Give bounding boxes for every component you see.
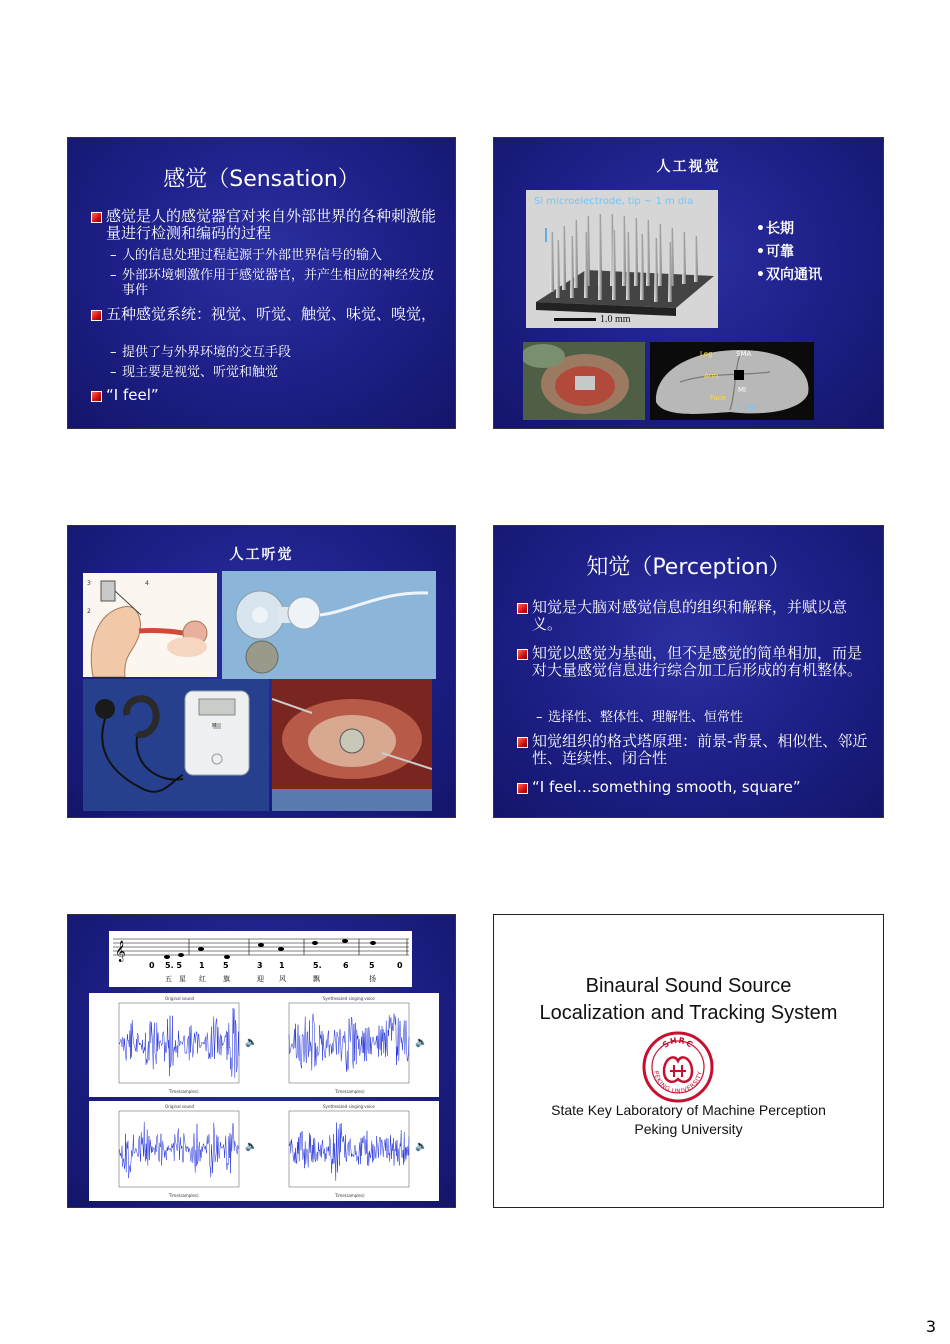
speaker-icon[interactable]: 🔈 [415, 1141, 428, 1152]
plot-title: Original sound [165, 996, 195, 1001]
slide-title: 感觉（Sensation） [163, 167, 360, 192]
sub-bullet-item: – 人的信息处理过程起源于外部世界信号的输入 [110, 248, 383, 263]
svg-text:2: 2 [87, 608, 91, 615]
bullet-square-icon [91, 391, 102, 402]
x-axis-label: Time(samples) [335, 1193, 365, 1198]
sub-bullet-item: – 现主要是视觉、听觉和触觉 [110, 365, 279, 380]
hearing-processor-photo [83, 679, 269, 811]
ear-anatomy-diagram [83, 573, 217, 677]
x-axis-label: Time(samples) [169, 1193, 199, 1198]
lyrics: 五 星 红 旗 迎 风 飘 扬 [165, 975, 376, 983]
bullet-item: 知觉是大脑对感觉信息的组织和解释，并赋以意义。 [494, 599, 873, 633]
bullet-item: •双向通讯 [756, 267, 822, 283]
slide-sensation [67, 137, 456, 429]
implant-graphic [222, 571, 436, 679]
music-score [109, 931, 412, 987]
bullet-square-icon [91, 310, 102, 321]
scale-label: 1.0 mm [600, 314, 631, 325]
bullet-dot-icon: • [756, 244, 765, 260]
waveform-panel-top [89, 993, 439, 1097]
dash-icon: – [110, 365, 117, 380]
bullet-item: “I feel” [68, 387, 445, 404]
slide-title: Binaural Sound Source Localization and Tracking System [539, 975, 838, 1024]
bullet-square-icon [517, 737, 528, 748]
ear-diagram-graphic [83, 573, 217, 677]
slide-perception [493, 525, 884, 818]
logo-top-text: SHRC [660, 1035, 696, 1050]
logo-graphic [640, 1031, 716, 1103]
bullet-list [756, 218, 876, 298]
waveform-graphic [89, 993, 439, 1097]
lab-affiliation: State Key Laboratory of Machine Perception Peking University [551, 1102, 826, 1137]
svg-text:4: 4 [145, 580, 149, 587]
photo-caption: Si microelectrode, tip ~ 1 m dia [534, 196, 694, 207]
sub-bullet-item: – 提供了与外界环境的交互手段 [110, 345, 292, 360]
surgery-graphic [523, 342, 645, 420]
leg-label: Leg [700, 350, 713, 358]
slide-artificial-hearing [67, 525, 456, 818]
bullet-item: 知觉组织的格式塔原理：前景-背景、相似性、邻近性、连续性、闭合性 [494, 733, 873, 767]
bullet-item: “I feel…something smooth, square” [494, 779, 873, 796]
cochlear-implant-photo [222, 571, 436, 679]
bullet-square-icon [517, 783, 528, 794]
numbered-notation: 0 5. 5 1 5 3 1 5. 6 5 0 [149, 961, 403, 970]
slide-title-binaural [493, 914, 884, 1208]
monkey-brain-photo [650, 342, 814, 420]
slide-title: 人工视觉 [656, 159, 721, 175]
svg-text:PEKING UNIVERSITY [652, 1070, 704, 1095]
processor-graphic [83, 679, 269, 811]
bullet-item: 感觉是人的感觉器官对来自外部世界的各种刺激能量进行检测和编码的过程 [68, 208, 445, 242]
plot-title: Original sound [165, 1104, 195, 1109]
slide-artificial-vision [493, 137, 884, 429]
bullet-item: •长期 [756, 221, 794, 237]
logo-ring-text: PEKING UNIVERSITY [652, 1070, 704, 1096]
bullet-item: •可靠 [756, 244, 794, 260]
ear-surgery-graphic [272, 679, 432, 811]
speaker-icon[interactable]: 🔈 [245, 1141, 258, 1152]
svg-text:𝄞: 𝄞 [115, 941, 126, 962]
dash-icon: – [536, 710, 543, 725]
bullet-item: 五种感觉系统：视觉、听觉、触觉、味觉、嗅觉， [68, 306, 445, 323]
bullet-item: 知觉以感觉为基础，但不是感觉的简单相加，而是对大量感觉信息进行综合加工后形成的有机整体。 [494, 645, 873, 679]
face-label: Face [710, 394, 726, 402]
sub-bullet-item: – 选择性、整体性、理解性、恒常性 [536, 710, 744, 725]
pku-shrc-logo [640, 1031, 716, 1103]
page-number: 3 [925, 1317, 936, 1336]
bullet-square-icon [91, 212, 102, 223]
sma-label: SMA [736, 350, 752, 358]
x-axis-label: Time(samples) [335, 1089, 365, 1094]
sub-bullet-item: – 外部环境刺激作用于感觉器官，并产生相应的神经发放事件 [110, 268, 435, 298]
brain-scale-label: 5 mm [738, 404, 759, 412]
device-label: M [212, 723, 217, 729]
plot-title: Synthesized singing voice [323, 996, 375, 1001]
arm-label: Arm [704, 372, 719, 380]
bullet-dot-icon: • [756, 221, 765, 237]
svg-text:SHRC [661, 1036, 695, 1050]
speaker-icon[interactable]: 🔈 [245, 1037, 258, 1048]
x-axis-label: Time(samples) [169, 1089, 199, 1094]
ear-surgery-photo [272, 679, 432, 811]
bullet-square-icon [517, 649, 528, 660]
slide-title: 知觉（Perception） [586, 555, 791, 580]
bullet-dot-icon: • [756, 267, 765, 283]
bullet-square-icon [517, 603, 528, 614]
dash-icon: – [110, 248, 117, 263]
microelectrode-array-photo [526, 190, 718, 328]
svg-text:3: 3 [87, 580, 91, 587]
waveform-panel-bottom [89, 1101, 439, 1201]
dash-icon: – [110, 268, 117, 283]
surgery-photo [523, 342, 645, 420]
plot-title: Synthesized singing voice [323, 1104, 375, 1109]
dash-icon: – [110, 345, 117, 360]
speaker-icon[interactable]: 🔈 [415, 1037, 428, 1048]
brain-graphic [650, 342, 814, 420]
mi-label: MI [738, 386, 747, 394]
slide-title: 人工听觉 [229, 547, 294, 563]
waveform-graphic [89, 1101, 439, 1201]
electrode-array-graphic [526, 190, 718, 328]
slide-singing-synthesis [67, 914, 456, 1208]
